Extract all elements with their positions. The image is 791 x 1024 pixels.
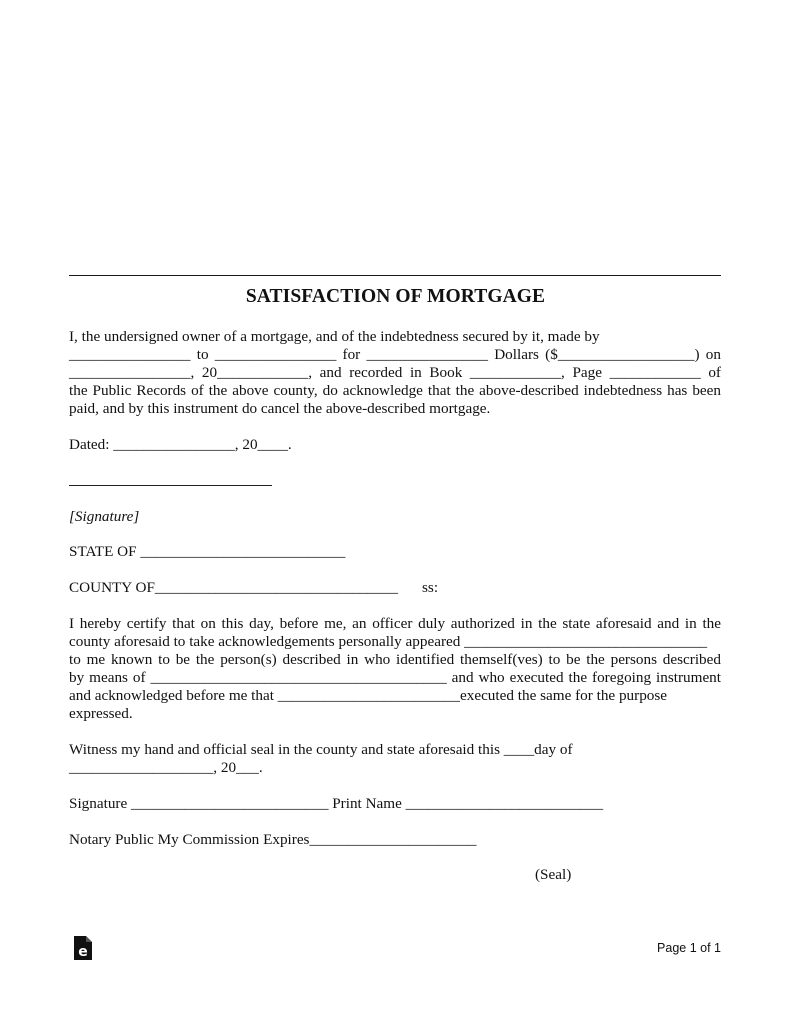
- para2-line-6: expressed.: [69, 705, 133, 722]
- dated-line: Dated: ________________, 20____.: [69, 436, 292, 453]
- para2-line-4: by means of _______________________________________ and who executed the foregoing instrument: [69, 669, 721, 686]
- para1-line-5: paid, and by this instrument do cancel the above-described mortgage.: [69, 400, 491, 417]
- para1-line-2: ________________ to ________________ for ________________ Dollars ($__________________) on: [69, 346, 721, 363]
- seal-label: (Seal): [535, 866, 572, 883]
- witness-line-2: ___________________, 20___.: [69, 759, 263, 776]
- signature-print-line: Signature __________________________ Print Name __________________________: [69, 795, 604, 812]
- ss-label: ss:: [422, 579, 439, 596]
- para2-line-1: I hereby certify that on this day, before me, an officer duly authorized in the state aforesaid and in the: [69, 615, 721, 632]
- witness-line-1: Witness my hand and official seal in the county and state aforesaid this ____day of: [69, 741, 573, 758]
- county-of-line: COUNTY OF________________________________: [69, 579, 398, 596]
- state-of-line: STATE OF ___________________________: [69, 543, 346, 560]
- para2-line-2: county aforesaid to take acknowledgements personally appeared ________________________________: [69, 633, 708, 650]
- signature-label: [Signature]: [69, 508, 140, 525]
- para2-line-3: to me known to be the person(s) described in who identified themself(ves) to be the persons described: [69, 651, 721, 668]
- para1-line-1: I, the undersigned owner of a mortgage, and of the indebtedness secured by it, made by: [69, 328, 600, 345]
- document-title: SATISFACTION OF MORTGAGE: [245, 286, 546, 307]
- para1-line-4: the Public Records of the above county, do acknowledge that the above-described indebtedness has been: [69, 382, 721, 399]
- para2-line-5: and acknowledged before me that ________________________executed the same for the purpose: [69, 687, 668, 704]
- para1-line-3: ________________, 20____________, and recorded in Book ____________, Page ____________ of: [69, 364, 721, 381]
- notary-line: Notary Public My Commission Expires______________________: [69, 831, 477, 848]
- top-rule: [69, 275, 721, 276]
- page-number: Page 1 of 1: [657, 941, 721, 955]
- eforms-logo-icon: [72, 935, 94, 961]
- svg-text:e: e: [78, 944, 88, 960]
- signature-line: [69, 485, 272, 486]
